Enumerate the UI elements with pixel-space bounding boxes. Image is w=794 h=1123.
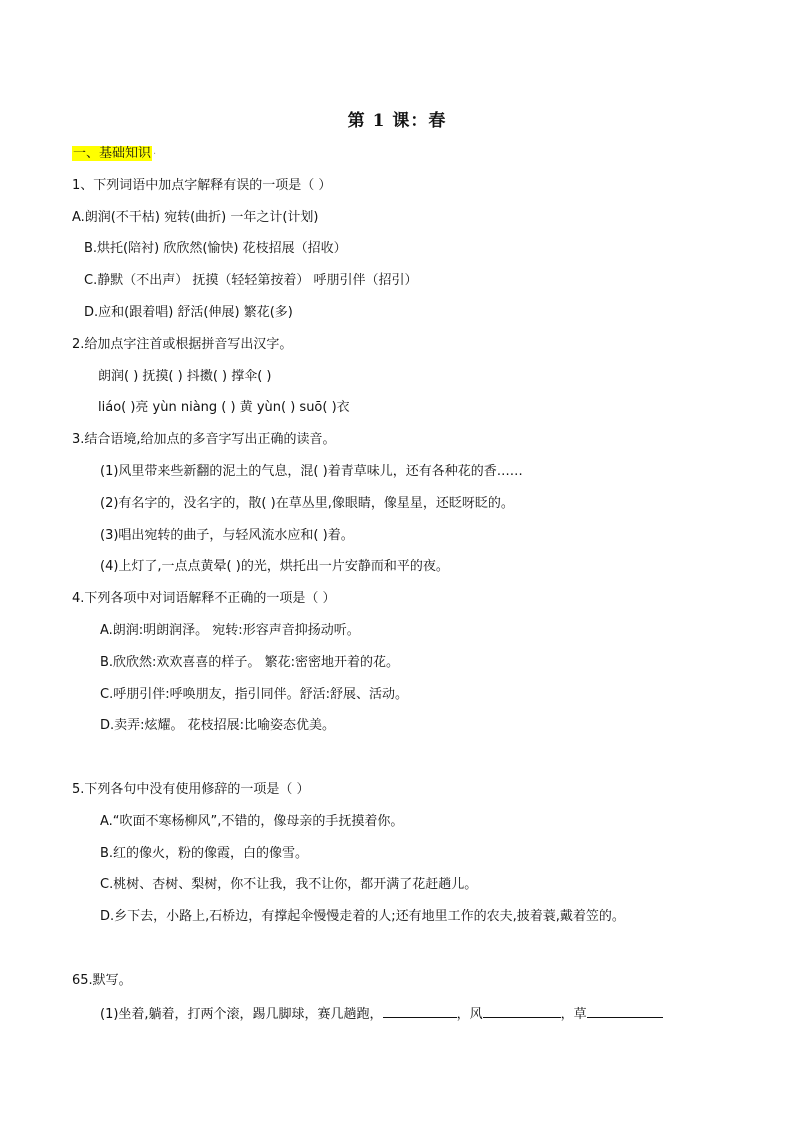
q4-option-a: A.朗润:明朗润泽。 宛转:形容声音抑扬动听。: [100, 623, 360, 638]
q4-option-c: C.呼朋引伴:呼唤朋友，指引同伴。舒活:舒展、活动。: [100, 687, 408, 702]
q5-stem: 5.下列各句中没有使用修辞的一项是（ ）: [72, 782, 310, 797]
q4-stem: 4.下列各项中对词语解释不正确的一项是（ ）: [72, 591, 336, 606]
q5-option-d: D.乡下去，小路上,石桥边，有撑起伞慢慢走着的人;还有地里工作的农夫,披着蓑,戴着笠的。: [100, 909, 625, 924]
fill-blank-1[interactable]: [383, 1004, 457, 1018]
q4-option-d: D.卖弄:炫耀。 花枝招展:比喻姿态优美。: [100, 718, 336, 733]
q1-option-b: B.烘托(陪衬) 欣欣然(愉快) 花枝招展（招收）: [84, 241, 347, 256]
q5-option-b: B.红的像火，粉的像霞，白的像雪。: [100, 846, 309, 861]
q6-stem: 65.默写。: [72, 973, 132, 988]
q3-sentence-2: (2)有名字的，没名字的，散( )在草丛里,像眼睛，像星星，还眨呀眨的。: [100, 496, 514, 511]
section-heading-text: 一、基础知识: [73, 146, 152, 161]
fill-blank-3[interactable]: [587, 1004, 663, 1018]
q2-row-1: 朗润( ) 抚摸( ) 抖擞( ) 撑伞( ): [98, 369, 272, 384]
q3-sentence-4: (4)上灯了,一点点黄晕( )的光，烘托出一片安静而和平的夜。: [100, 559, 449, 574]
q6-sentence-1-sep-1: ，风: [456, 1007, 483, 1022]
q4-option-b: B.欣欣然:欢欢喜喜的样子。 繁花:密密地开着的花。: [100, 655, 399, 670]
fill-blank-2[interactable]: [483, 1004, 561, 1018]
q1-stem: 1、下列词语中加点字解释有误的一项是（ ）: [72, 178, 332, 193]
q6-sentence-1-prefix: (1)坐着,躺着，打两个滚，踢几脚球，赛几趟跑，: [100, 1007, 383, 1022]
q6-sentence-1-sep-2: ，草: [560, 1007, 587, 1022]
q5-option-c: C.桃树、杏树、梨树，你不让我，我不让你，都开满了花赶趟儿。: [100, 877, 478, 892]
page-title: 第 1 课：春: [347, 111, 447, 131]
q1-option-a: A.朗润(不干枯) 宛转(曲折) 一年之计(计划): [72, 210, 319, 225]
q3-sentence-3: (3)唱出宛转的曲子，与轻风流水应和( )着。: [100, 528, 354, 543]
q2-stem: 2.给加点字注首或根据拼音写出汉字。: [72, 337, 293, 352]
q3-stem: 3.结合语境,给加点的多音字写出正确的读音。: [72, 432, 336, 447]
q2-row-2: liáo( )亮 yùn niàng ( ) 黄 yùn( ) suō( )衣: [98, 400, 350, 415]
q1-option-c: C.静默（不出声） 抚摸（轻轻第按着） 呼朋引伴（招引）: [84, 273, 418, 288]
q5-option-a: A.“吹面不寒杨柳风”,不错的，像母亲的手抚摸着你。: [100, 814, 404, 829]
q1-option-d: D.应和(跟着唱) 舒活(伸展) 繁花(多): [84, 305, 293, 320]
q3-sentence-1: (1)风里带来些新翻的泥土的气息，混( )着青草味儿，还有各种花的香……: [100, 464, 523, 479]
q6-sentence-1: [100, 1004, 663, 1024]
section-heading: 一、基础知识 ·: [73, 146, 157, 161]
